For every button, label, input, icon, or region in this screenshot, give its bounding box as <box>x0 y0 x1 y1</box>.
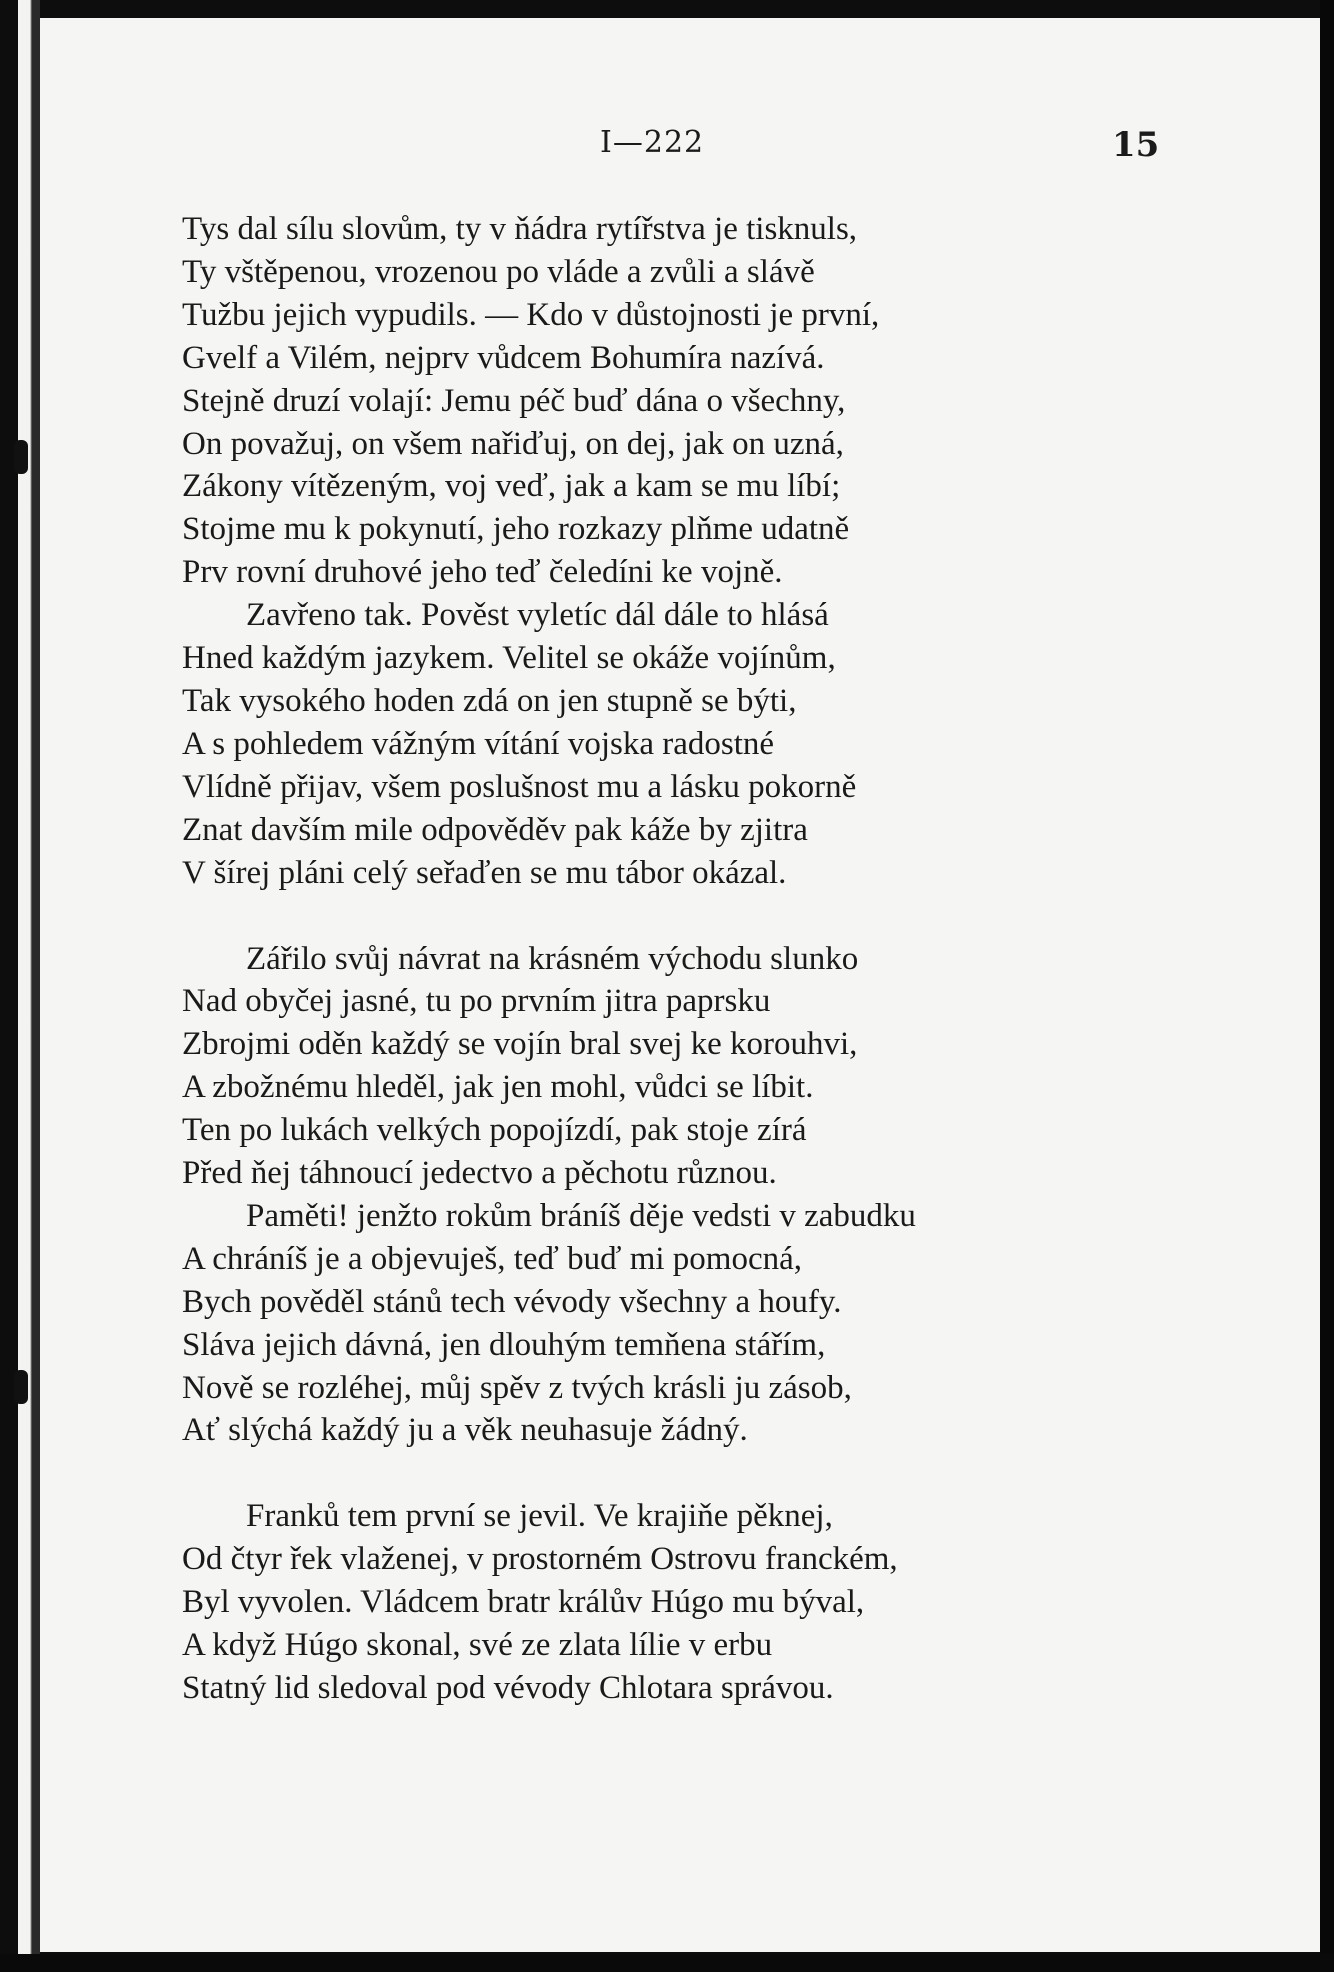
verse-line: Od čtyr řek vlaženej, v prostorném Ostrovu franckém, <box>182 1541 898 1578</box>
verse-line: Ten po lukách velkých popojízdí, pak stoje zírá <box>182 1112 807 1149</box>
verse-line: A chráníš je a objevuješ, teď buď mi pomocná, <box>182 1240 803 1277</box>
verse-line: A s pohledem vážným vítání vojska radostné <box>182 725 775 762</box>
verse-line: Hned každým jazykem. Velitel se okáže vojínům, <box>182 640 836 677</box>
bottom-scan-border <box>0 1954 1334 1972</box>
verse-line: On považuj, on všem nařiďuj, on dej, jak on uzná, <box>182 425 844 462</box>
right-scan-border <box>1320 0 1334 1972</box>
verse-line: Statný lid sledoval pod vévody Chlotara správou. <box>182 1670 834 1706</box>
verse-line: Franků tem první se jevil. Ve krajiňe pěknej, <box>246 1498 833 1535</box>
verse-line: Stojme mu k pokynutí, jeho rozkazy plňme udatně <box>182 511 850 548</box>
page-number: 15 <box>1112 125 1160 165</box>
signature-mark: I—222 <box>600 125 705 160</box>
verse-line: Zbrojmi oděn každý se vojín bral svej ke korouhvi, <box>182 1026 858 1063</box>
verse-line: Sláva jejich dávná, jen dlouhým temňena stářím, <box>182 1326 826 1363</box>
verse-line: Tak vysokého hoden zdá on jen stupně se býti, <box>182 682 797 719</box>
verse-line: Zákony vítězeným, voj veď, jak a kam se mu líbí; <box>182 468 841 505</box>
binding-edge <box>18 0 40 1972</box>
verse-line: Nově se rozléhej, můj spěv z tvých krásli ju zásob, <box>182 1369 852 1406</box>
binding-mark <box>14 1370 28 1404</box>
verse-line: A zbožnému hleděl, jak jen mohl, vůdci se líbit. <box>182 1069 814 1106</box>
verse-line: Stejně druzí volají: Jemu péč buď dána o všechny, <box>182 382 846 419</box>
verse-line: Tužbu jejich vypudils. — Kdo v důstojnosti je první, <box>182 296 880 333</box>
verse-line: Byl vyvolen. Vládcem bratr králův Húgo mu býval, <box>182 1584 865 1621</box>
poem-text <box>182 208 1182 1710</box>
verse-line: A když Húgo skonal, své ze zlata lílie v erbu <box>182 1627 773 1664</box>
verse-line: Vlídně přijav, všem poslušnost mu a lásku pokorně <box>182 768 857 805</box>
verse-line: Bych pověděl stánů tech vévody všechny a houfy. <box>182 1283 842 1320</box>
verse-line: Zavřeno tak. Pověst vyletíc dál dále to hlásá <box>246 597 829 634</box>
verse-line: Nad obyčej jasné, tu po prvním jitra paprsku <box>182 983 771 1020</box>
verse-line: Ty vštěpenou, vrozenou po vláde a zvůli a slávě <box>182 253 815 290</box>
stanza-gap <box>182 895 1182 938</box>
stanza-gap <box>182 1452 1182 1495</box>
binding-mark <box>14 440 28 474</box>
verse-line: Před ňej táhnoucí jedectvo a pěchotu různou. <box>182 1155 777 1192</box>
verse-line: V šírej pláni celý seřaďen se mu tábor okázal. <box>182 854 787 891</box>
verse-line: Prv rovní druhové jeho teď čeledíni ke vojně. <box>182 554 783 591</box>
verse-line: Ať slýchá každý ju a věk neuhasuje žádný. <box>182 1412 748 1449</box>
verse-line: Zářilo svůj návrat na krásném východu slunko <box>246 940 859 977</box>
verse-line: Znat davším mile odpověděv pak káže by zjitra <box>182 811 808 848</box>
verse-line: Gvelf a Vilém, nejprv vůdcem Bohumíra nazívá. <box>182 339 825 376</box>
verse-line: Tys dal sílu slovům, ty v ňádra rytířstva je tisknuls, <box>182 211 858 247</box>
verse-line: Paměti! jenžto rokům bráníš děje vedsti v zabudku <box>246 1197 916 1234</box>
